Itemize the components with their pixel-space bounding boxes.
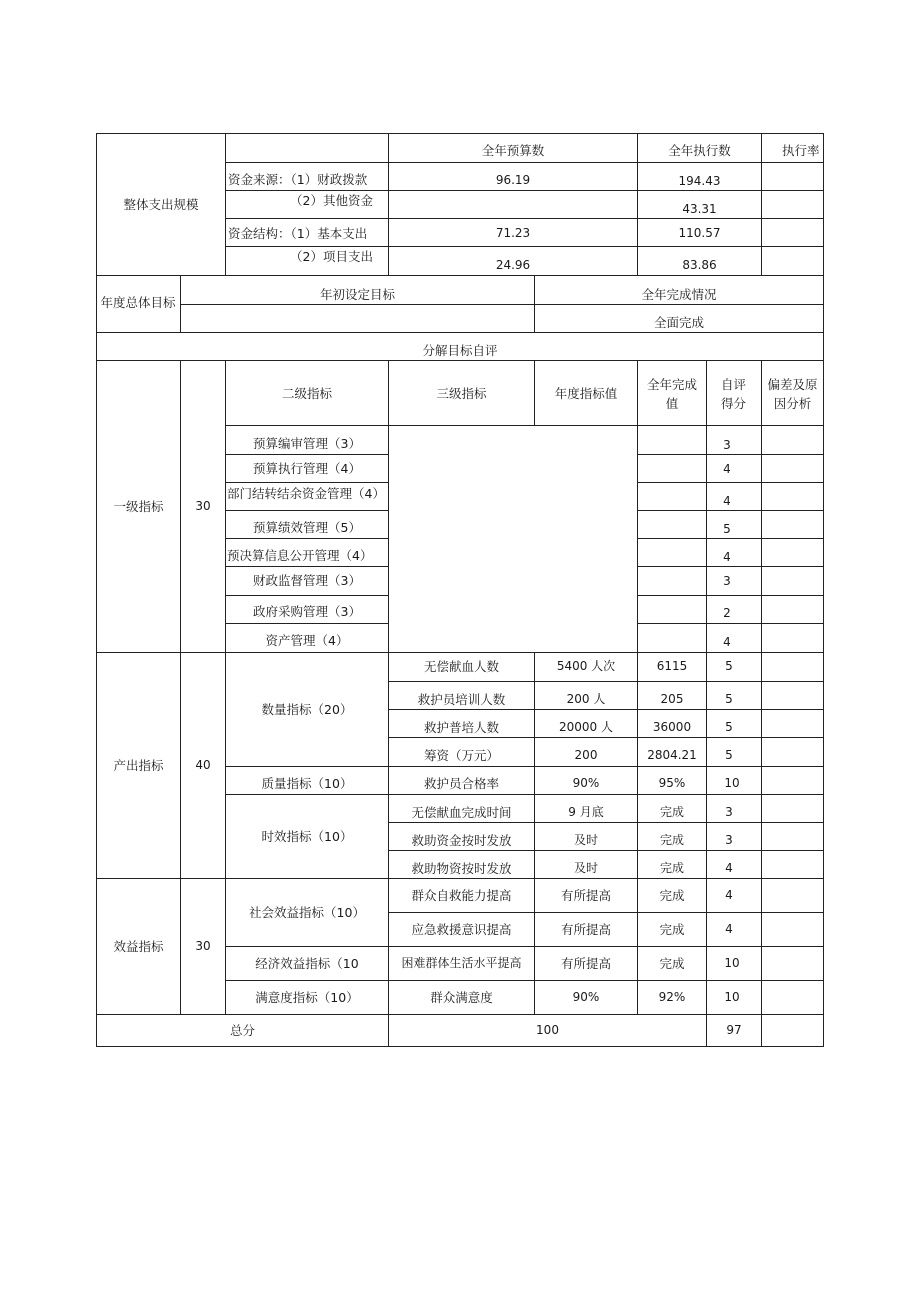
grid-line: [761, 360, 762, 1047]
output-target: 200 人: [566, 691, 606, 706]
mgmt-item-score: 4: [723, 634, 731, 649]
initial-goal-value: [181, 312, 534, 332]
benefit-actual: 92%: [658, 990, 686, 1004]
benefit-actual: 完成: [659, 888, 685, 903]
grid-line: [637, 482, 824, 483]
budget-value: 71.23: [495, 225, 531, 240]
level2-header: 二级指标: [281, 385, 332, 401]
benefit-actual: 完成: [659, 922, 685, 937]
grid-line: [225, 133, 226, 276]
budget-value: [389, 196, 637, 216]
grid-line: [637, 510, 824, 511]
grid-line: [96, 332, 824, 333]
output-target: 9 月底: [568, 804, 604, 819]
output-timeliness-label: 时效指标（10）: [261, 829, 353, 844]
executed-value: 194.43: [678, 173, 721, 188]
mgmt-item-label: 政府采购管理（3）: [253, 603, 361, 619]
grid-line: [388, 822, 824, 823]
level1-weight: 30: [195, 939, 211, 953]
total-score: 97: [726, 1023, 742, 1037]
grid-line: [637, 595, 824, 596]
level1-weight: 30: [195, 499, 211, 513]
grid-line: [637, 623, 824, 624]
initial-goal-header: 年初设定目标: [319, 286, 395, 302]
benefit-target: 有所提高: [560, 888, 611, 903]
grid-line: [180, 304, 824, 305]
benefit-target: 有所提高: [560, 922, 611, 937]
mgmt-item-score: 4: [723, 493, 731, 508]
benefit-score: 4: [725, 888, 733, 902]
level1-name: 一级指标: [113, 499, 164, 514]
target-header: 年度指标值: [554, 385, 618, 401]
output-metric-name: 救护普培人数: [423, 719, 499, 735]
budget-value: 96.19: [495, 172, 531, 187]
annual-goal-label: 年度总体目标: [100, 295, 176, 310]
benefit-satisfaction-label: 满意度指标（10）: [255, 990, 359, 1005]
rate-value: [762, 172, 823, 190]
output-actual: 完成: [659, 804, 684, 819]
output-quality-label: 质量指标（10）: [261, 776, 353, 791]
grid-line: [388, 850, 824, 851]
grid-line: [637, 566, 824, 567]
mgmt-item-label: 部门结转结余资金管理（4）: [227, 485, 385, 501]
rate-value: [762, 256, 823, 275]
col-executed-header: 全年执行数: [668, 142, 731, 158]
output-score: 10: [724, 776, 740, 790]
output-actual: 2804.21: [647, 748, 697, 762]
output-metric-name: 救护员培训人数: [417, 691, 506, 707]
mgmt-item-score: 4: [723, 461, 731, 476]
benefit-score: 10: [724, 990, 740, 1004]
output-score: 5: [725, 691, 733, 706]
level1-name: 效益指标: [113, 939, 164, 954]
output-metric-name: 救助物资按时发放: [411, 860, 512, 876]
benefit-social-label: 社会效益指标（10）: [249, 905, 365, 920]
executed-value: 110.57: [678, 225, 721, 240]
output-score: 3: [725, 832, 733, 847]
output-actual: 205: [660, 691, 684, 706]
output-target: 200: [574, 748, 598, 762]
grid-line: [225, 510, 389, 511]
total-label: 总分: [229, 1023, 255, 1038]
output-actual: 6115: [656, 658, 688, 673]
output-actual: 完成: [659, 832, 684, 847]
mgmt-item-score: 3: [723, 573, 731, 588]
budget-row-label: 资金结构：（1）基本支出: [228, 225, 368, 241]
benefit-score: 4: [725, 922, 733, 936]
mgmt-item-label: 预算编审管理（3）: [253, 435, 361, 451]
output-score: 5: [725, 748, 733, 762]
level1-weight: 40: [195, 758, 211, 772]
col-budget-header: 全年预算数: [481, 142, 545, 158]
output-actual: 95%: [658, 776, 686, 790]
grid-line: [96, 275, 824, 276]
output-score: 5: [725, 658, 733, 673]
mgmt-item-label: 财政监督管理（3）: [253, 572, 361, 588]
output-quantity-label: 数量指标（20）: [261, 702, 353, 717]
deviation-header: 偏差及原因分析: [767, 377, 818, 411]
output-score: 4: [725, 860, 733, 875]
output-metric-name: 救助资金按时发放: [411, 832, 512, 848]
completion-value: 全面完成: [653, 314, 704, 330]
overall-scale-label: 整体支出规模: [123, 197, 199, 212]
executed-value: 83.86: [682, 258, 717, 272]
output-metric-name: 救护员合格率: [423, 776, 499, 791]
executed-value: 43.31: [682, 202, 717, 216]
grid-line: [388, 681, 824, 682]
output-metric-name: 筹资（万元）: [423, 748, 499, 763]
mgmt-item-label: 预算执行管理（4）: [253, 460, 361, 476]
budget-row-label: （2）其他资金: [290, 193, 373, 208]
benefit-metric-name: 应急救援意识提高: [411, 922, 512, 937]
score-header: 自评得分: [720, 377, 746, 411]
col-rate-header: 执行率: [782, 142, 820, 158]
grid-line: [823, 133, 824, 1047]
grid-line: [225, 162, 824, 163]
mgmt-item-label: 预决算信息公开管理（4）: [227, 547, 373, 563]
output-metric-name: 无偿献血人数: [423, 658, 499, 674]
grid-line: [225, 623, 389, 624]
output-score: 3: [725, 804, 733, 819]
grid-line: [225, 538, 389, 539]
benefit-target: 有所提高: [560, 956, 611, 971]
grid-line: [225, 454, 389, 455]
mgmt-item-label: 资产管理（4）: [265, 632, 349, 648]
output-score: 5: [725, 719, 733, 734]
grid-line: [637, 538, 824, 539]
output-target: 及时: [573, 832, 598, 847]
benefit-metric-name: 群众满意度: [430, 990, 493, 1005]
output-target: 90%: [572, 776, 600, 790]
mgmt-item-score: 3: [723, 437, 731, 452]
rate-value: [762, 201, 823, 218]
output-target: 及时: [573, 860, 598, 875]
mgmt-item-score: 5: [723, 521, 731, 536]
budget-value: 24.96: [495, 257, 531, 272]
section-title: 分解目标自评: [422, 342, 498, 358]
budget-row-label: 资金来源：（1）财政拨款: [228, 171, 368, 187]
benefit-target: 90%: [572, 990, 600, 1004]
mgmt-item-score: 4: [723, 549, 731, 564]
actual-header: 全年完成值: [646, 377, 697, 411]
grid-line: [388, 737, 824, 738]
output-target: 5400 人次: [556, 658, 616, 673]
level1-name: 产出指标: [113, 758, 164, 773]
completion-header: 全年完成情况: [641, 286, 717, 302]
benefit-economic-label: 经济效益指标（10: [255, 956, 359, 971]
output-actual: 完成: [659, 860, 684, 875]
grid-line: [96, 1046, 824, 1047]
total-max: 100: [536, 1023, 559, 1037]
output-metric-name: 无偿献血完成时间: [411, 804, 512, 820]
budget-row-label: （2）项目支出: [290, 249, 373, 264]
benefit-metric-name: 困难群体生活水平提高: [401, 956, 522, 970]
grid-line: [388, 709, 824, 710]
grid-line: [225, 425, 824, 426]
rate-value: [762, 223, 823, 243]
output-actual: 36000: [652, 719, 692, 734]
benefit-metric-name: 群众自救能力提高: [411, 888, 512, 903]
mgmt-item-label: 预算绩效管理（5）: [253, 519, 361, 535]
benefit-score: 10: [724, 956, 740, 970]
level3-header: 三级指标: [436, 385, 487, 401]
grid-line: [637, 454, 824, 455]
mgmt-item-score: 2: [723, 605, 731, 620]
output-target: 20000 人: [559, 719, 613, 734]
benefit-actual: 完成: [659, 956, 685, 971]
grid-line: [225, 595, 389, 596]
grid-line: [225, 566, 389, 567]
